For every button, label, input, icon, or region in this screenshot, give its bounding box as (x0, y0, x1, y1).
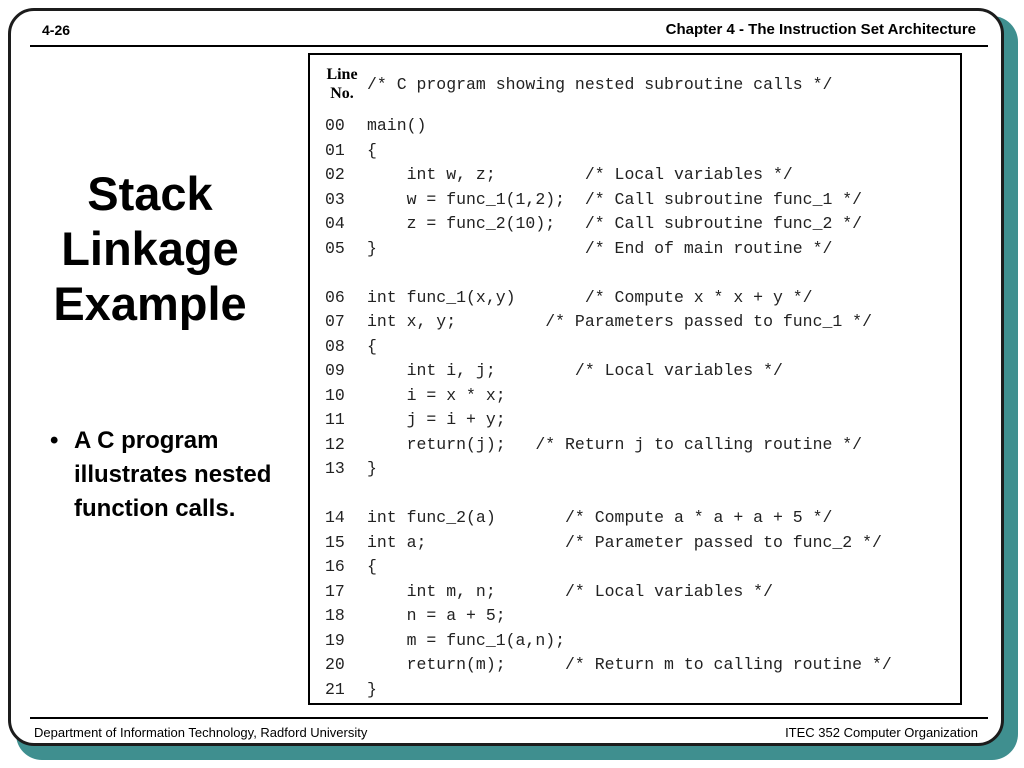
code-text: int func_1(x,y) /* Compute x * x + y */ (367, 287, 813, 307)
code-text: int func_2(a) /* Compute a * a + a + 5 */ (367, 508, 833, 527)
code-text: n = a + 5; (367, 606, 506, 625)
bullet-point (50, 424, 300, 526)
code-line (325, 678, 892, 703)
code-text: j = i + y; (367, 410, 506, 429)
code-caption: /* C program showing nested subroutine calls */ (367, 75, 833, 94)
code-line (325, 286, 892, 311)
code-body (325, 114, 892, 702)
code-line (325, 604, 892, 629)
code-text: i = x * x; (367, 385, 506, 405)
code-line (325, 629, 892, 654)
line-number-heading (322, 65, 362, 103)
code-line (325, 433, 892, 458)
code-text: { (367, 336, 377, 356)
code-header (320, 65, 940, 109)
line-number: 13 (325, 459, 345, 478)
code-text: int a; /* Parameter passed to func_2 */ (367, 532, 882, 552)
code-text: { (367, 140, 377, 160)
code-line (325, 163, 892, 188)
line-number: 18 (325, 606, 345, 625)
line-number: 02 (325, 165, 345, 184)
chapter-title: Chapter 4 - The Instruction Set Architecture (665, 21, 976, 38)
code-line (325, 653, 892, 678)
line-number: 08 (325, 336, 345, 356)
code-text: main() (367, 116, 427, 135)
code-line (325, 408, 892, 433)
code-listing (308, 53, 962, 705)
footer-course: ITEC 352 Computer Organization (785, 725, 978, 740)
slide-number: 4-26 (42, 22, 71, 38)
slide-title-line: Example (53, 277, 247, 330)
code-line (325, 359, 892, 384)
line-number: 00 (325, 116, 345, 135)
code-line (325, 139, 892, 164)
line-number: 15 (325, 532, 345, 552)
code-line (325, 555, 892, 580)
line-number: 19 (325, 630, 345, 650)
code-line (325, 335, 892, 360)
line-number: 07 (325, 312, 345, 331)
line-number: 05 (325, 238, 345, 258)
header-divider (30, 45, 988, 47)
code-line (325, 310, 892, 335)
code-line (325, 114, 892, 139)
code-text: return(m); /* Return m to calling routine */ (367, 655, 892, 674)
line-number: 16 (325, 557, 345, 576)
line-number: 06 (325, 287, 345, 307)
code-line (325, 188, 892, 213)
footer-divider (30, 717, 988, 719)
line-number: 21 (325, 679, 345, 699)
slide-title (30, 166, 270, 331)
code-text: m = func_1(a,n); (367, 630, 566, 650)
code-text: return(j); /* Return j to calling routine */ (367, 434, 863, 454)
line-number-heading-line: No. (330, 85, 354, 102)
line-number: 09 (325, 361, 345, 380)
slide-title-line: Stack (87, 167, 213, 220)
code-text: int x, y; /* Parameters passed to func_1 */ (367, 312, 872, 331)
bullet-text: A C program illustrates nested function calls. (74, 427, 272, 522)
line-number: 04 (325, 214, 345, 233)
code-line (325, 237, 892, 262)
code-text: } (367, 459, 377, 478)
code-line (325, 212, 892, 237)
code-text: } (367, 679, 377, 699)
line-number: 17 (325, 581, 345, 601)
code-text: } /* End of main routine */ (367, 238, 833, 258)
line-number: 11 (325, 410, 345, 429)
code-text: int i, j; /* Local variables */ (367, 361, 783, 380)
code-text: { (367, 557, 377, 576)
code-line (325, 531, 892, 556)
line-number: 10 (325, 385, 345, 405)
line-number: 14 (325, 508, 345, 527)
code-text: w = func_1(1,2); /* Call subroutine func_1 */ (367, 189, 863, 209)
bullet-dot-icon: • (50, 427, 59, 454)
code-text: int w, z; /* Local variables */ (367, 165, 793, 184)
code-line (325, 457, 892, 482)
code-line (325, 580, 892, 605)
slide-title-line: Linkage (61, 222, 239, 275)
code-text: z = func_2(10); /* Call subroutine func_2 */ (367, 214, 863, 233)
code-text: int m, n; /* Local variables */ (367, 581, 773, 601)
code-line (325, 384, 892, 409)
line-number: 20 (325, 655, 345, 674)
code-line (325, 506, 892, 531)
line-number: 03 (325, 189, 345, 209)
line-number: 12 (325, 434, 345, 454)
line-number: 01 (325, 140, 345, 160)
line-number-heading-line: Line (326, 66, 358, 83)
footer-department: Department of Information Technology, Radford University (34, 725, 368, 740)
